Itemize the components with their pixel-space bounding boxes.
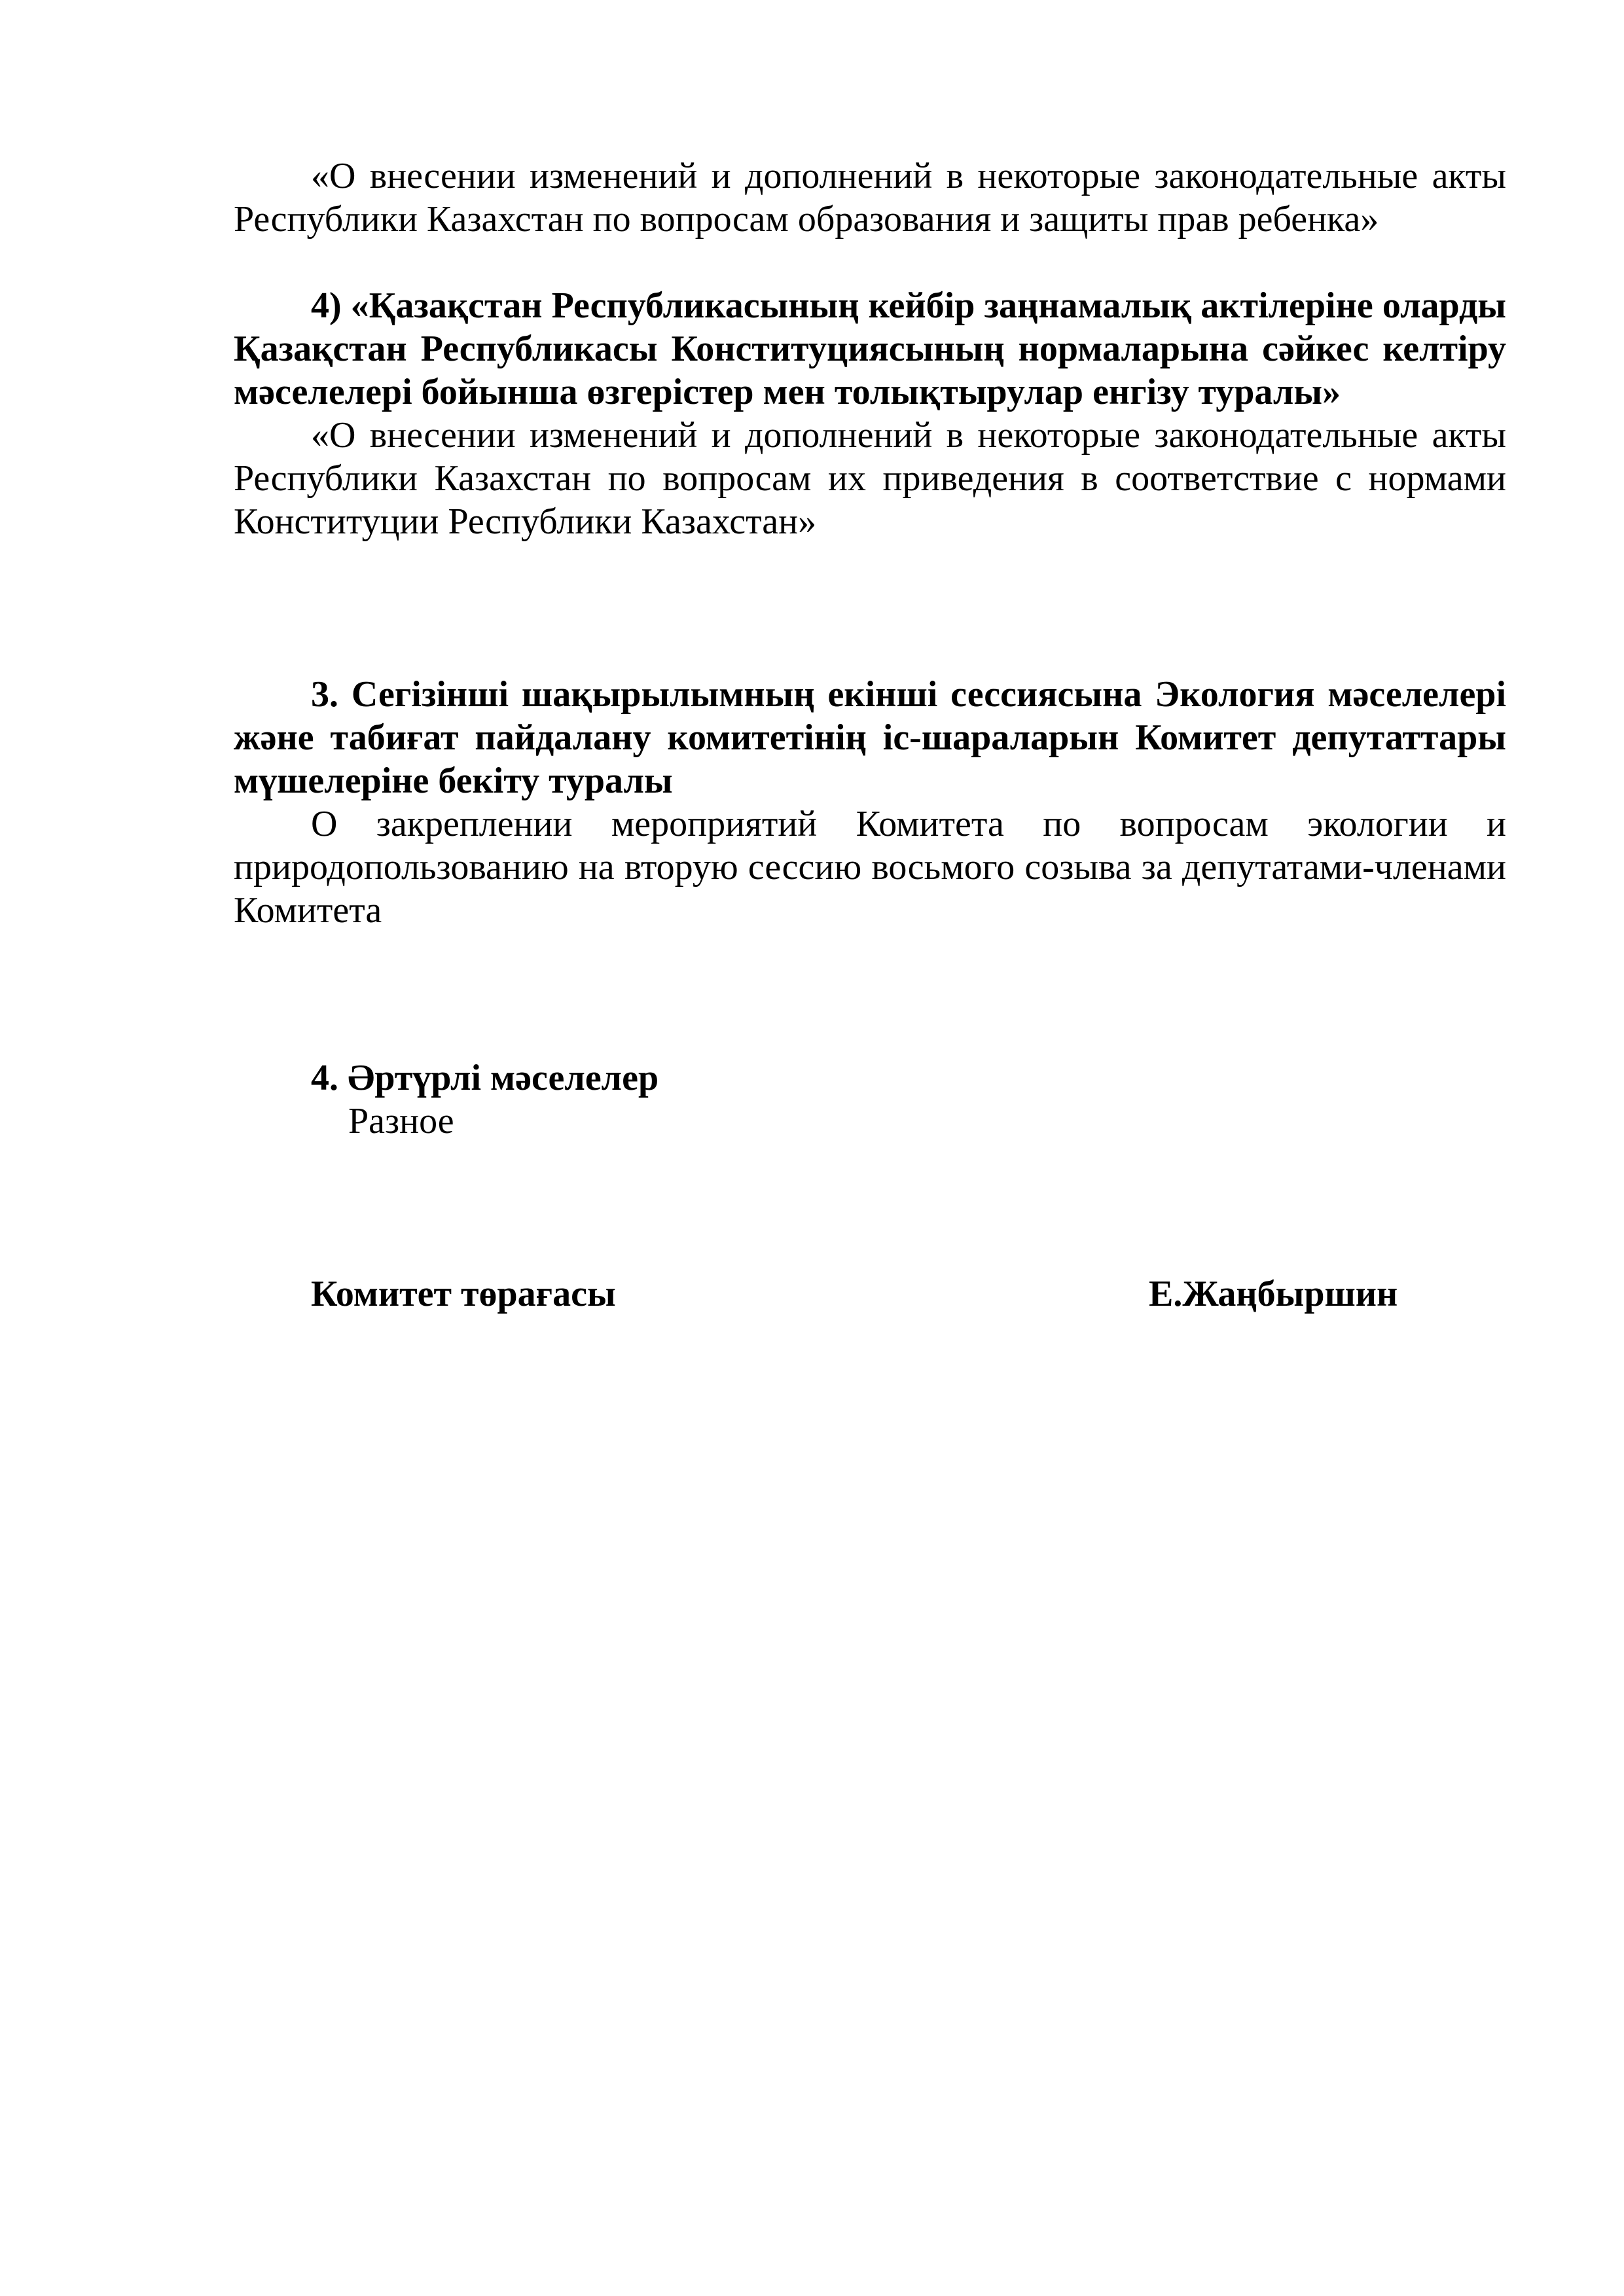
section3-kazakh-heading: 3. Сегізінші шақырылымның екінші сессиясына Экология мәселелері және табиғат пайдалану комитетінің іс-шараларын Комитет депутаттары мүшелеріне бекіту туралы xyxy=(234,674,1506,801)
signatory-name: Е.Жаңбыршин xyxy=(1149,1274,1398,1314)
section3-russian-text: О закреплении мероприятий Комитета по вопросам экологии и природопользованию на вторую сессию восьмого созыва за депутатами-членами Комитета xyxy=(234,804,1506,931)
spacer xyxy=(234,543,1506,673)
spacer xyxy=(234,241,1506,284)
spacer xyxy=(234,1143,1506,1272)
item4-russian-text: «О внесении изменений и дополнений в некоторые законодательные акты Республики Казахстан по вопросам их приведения в соответствие с нормами Конституции Республики Казахстан» xyxy=(234,415,1506,542)
item3-russian-text: «О внесении изменений и дополнений в некоторые законодательные акты Республики Казахстан по вопросам образования и защиты прав ребенка» xyxy=(234,156,1506,240)
spacer xyxy=(234,932,1506,1056)
signatory-title: Комитет төрағасы xyxy=(311,1274,616,1314)
signature-block xyxy=(234,1272,1506,1316)
document-page xyxy=(234,154,1506,1316)
item4-kazakh-heading: 4) «Қазақстан Республикасының кейбір заңнамалық актілеріне оларды Қазақстан Республикасы Конституциясының нормаларына сәйкес келтіру мәселелері бойынша өзгерістер мен толықтырулар енгізу туралы» xyxy=(234,285,1506,412)
section4-kazakh-heading: 4. Әртүрлі мәселелер xyxy=(311,1058,659,1098)
section4-russian-text: Разное xyxy=(348,1101,454,1141)
